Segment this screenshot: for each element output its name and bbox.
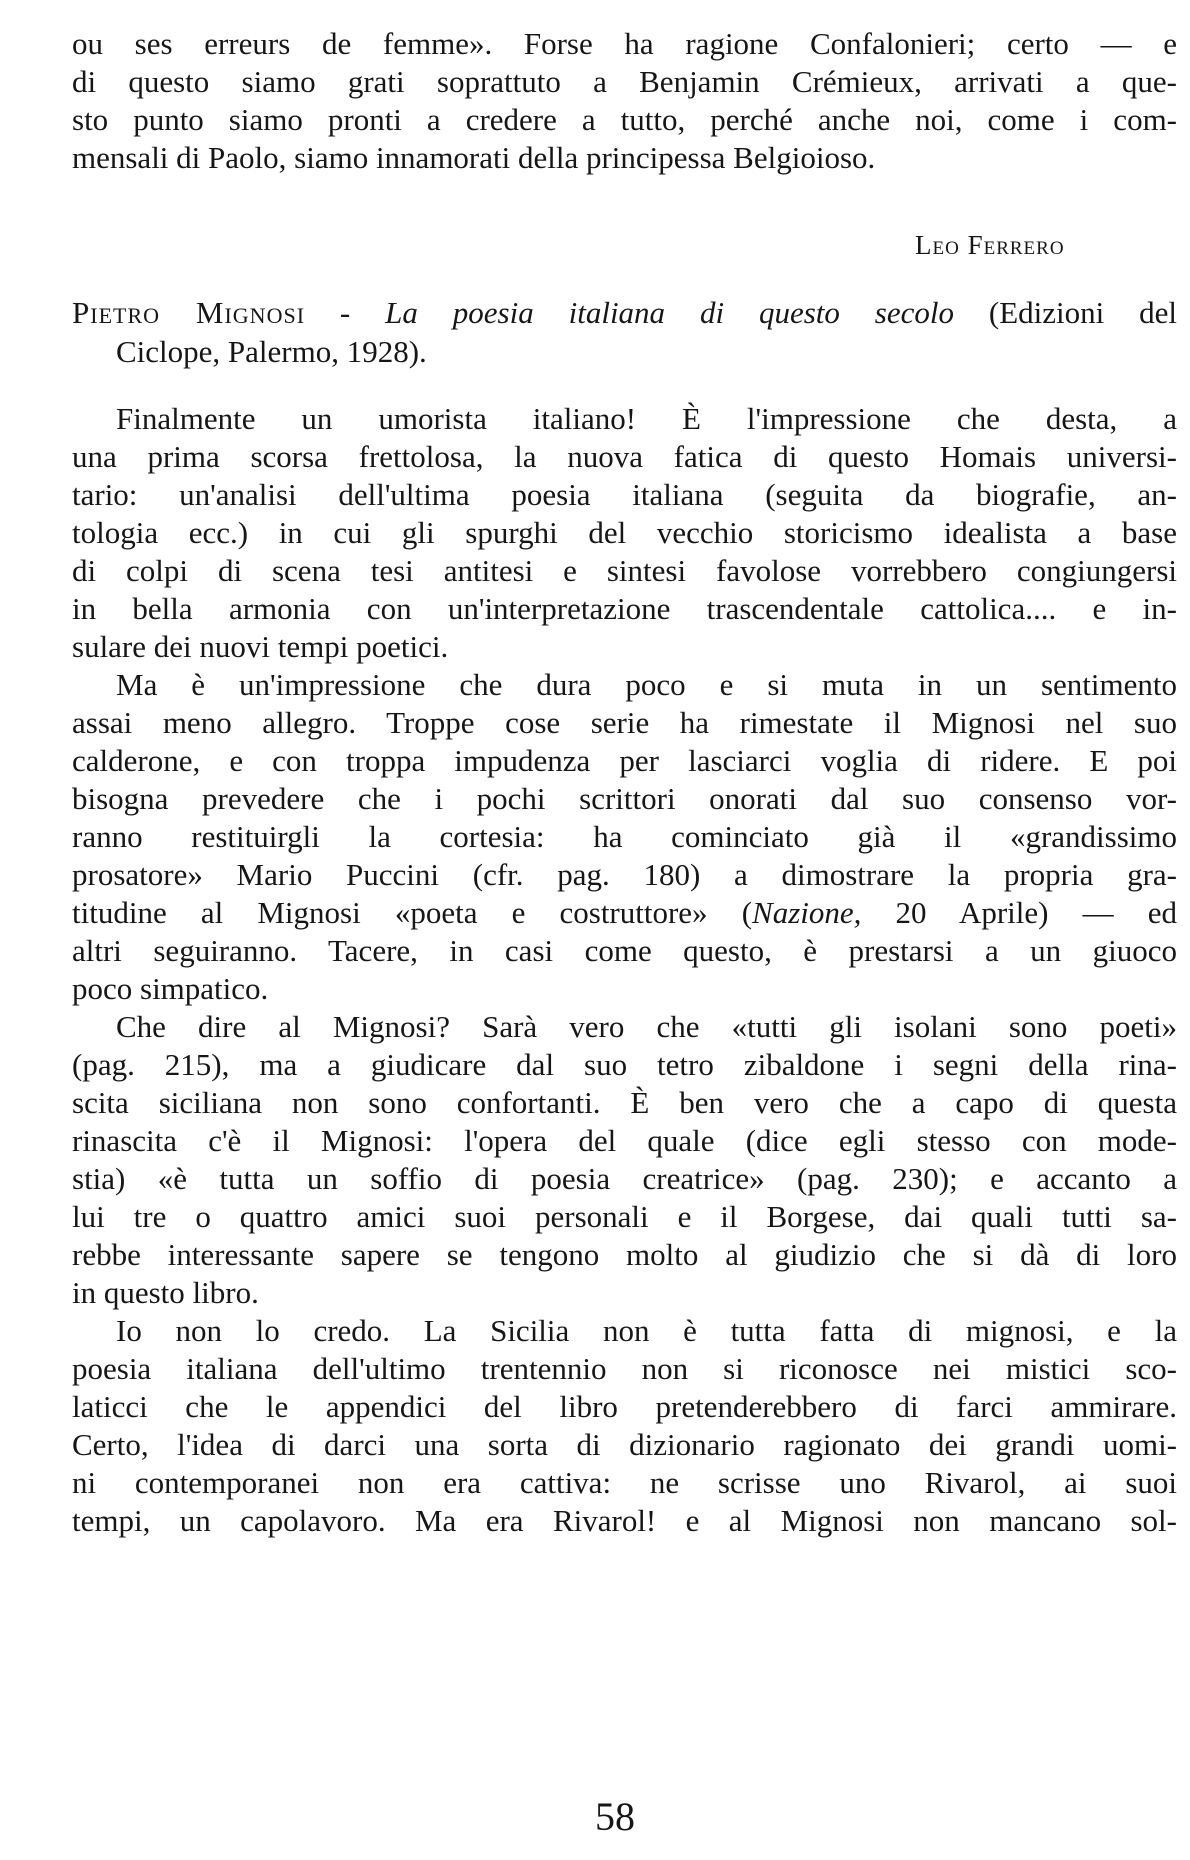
paragraph-line: ni contemporanei non era cattiva: ne scrisse uno Rivarol, ai suoi xyxy=(72,1465,1177,1500)
review-title: La poesia italiana di questo secolo xyxy=(385,295,954,330)
paragraph-line: bisogna prevedere che i pochi scrittori onorati dal suo consenso vor- xyxy=(72,781,1177,816)
paragraph-line: Finalmente un umorista italiano! È l'impressione che desta, a xyxy=(116,401,1177,436)
review-separator: - xyxy=(305,295,386,330)
citation-italic: Nazione, xyxy=(752,895,862,930)
paragraph-line: laticci che le appendici del libro pretenderebbero di farci ammirare. xyxy=(72,1389,1177,1424)
paragraph-line: Io non lo credo. La Sicilia non è tutta fatta di mignosi, e la xyxy=(116,1313,1177,1348)
paragraph-line: tario: un'analisi dell'ultima poesia italiana (seguita da biografie, an- xyxy=(72,477,1177,512)
paragraph-line: Che dire al Mignosi? Sarà vero che «tutti gli isolani sono poeti» xyxy=(116,1009,1177,1044)
text-span: titudine al Mignosi «poeta e costruttore» ( xyxy=(72,895,753,930)
paragraph-line: poco simpatico. xyxy=(72,971,269,1006)
paragraph-line: di colpi di scena tesi antitesi e sintesi favolose vorrebbero congiungersi xyxy=(72,553,1177,588)
page-number: 58 xyxy=(595,1794,635,1839)
intro-line: mensali di Paolo, siamo innamorati della principessa Belgioioso. xyxy=(72,140,876,175)
paragraph-line: prosatore» Mario Puccini (cfr. pag. 180) a dimostrare la propria gra- xyxy=(72,857,1177,892)
signature: Leo Ferrero xyxy=(915,230,1065,260)
paragraph-line: Certo, l'idea di darci una sorta di dizionario ragionato dei grandi uomi- xyxy=(72,1427,1177,1462)
paragraph-line: rebbe interessante sapere se tengono molto al giudizio che si dà di loro xyxy=(72,1237,1177,1272)
paragraph-line: in questo libro. xyxy=(72,1275,259,1310)
paragraph-line: tologia ecc.) in cui gli spurghi del vecchio storicismo idealista a base xyxy=(72,515,1177,550)
intro-line: ou ses erreurs de femme». Forse ha ragione Confalonieri; certo — e xyxy=(72,26,1177,61)
paragraph-line: scita siciliana non sono confortanti. È ben vero che a capo di questa xyxy=(72,1085,1177,1120)
paragraph-line: in bella armonia con un'interpretazione trascendentale cattolica.... e in- xyxy=(72,591,1177,626)
review-publisher-line2: Ciclope, Palermo, 1928). xyxy=(116,334,427,369)
text-span: 20 Aprile) — ed xyxy=(861,895,1177,930)
paragraph-line: Ma è un'impressione che dura poco e si muta in un sentimento xyxy=(116,667,1177,702)
paragraph-line: poesia italiana dell'ultimo trentennio non si riconosce nei mistici sco- xyxy=(72,1351,1177,1386)
review-heading xyxy=(72,291,1177,335)
paragraph-line: ranno restituirgli la cortesia: ha cominciato già il «grandissimo xyxy=(72,819,1177,854)
paragraph-line: stia) «è tutta un soffio di poesia creatrice» (pag. 230); e accanto a xyxy=(72,1161,1177,1196)
review-publisher: (Edizioni del xyxy=(953,295,1178,330)
intro-line: sto punto siamo pronti a credere a tutto, perché anche noi, come i com- xyxy=(72,102,1177,137)
paragraph-line: tempi, un capolavoro. Ma era Rivarol! e al Mignosi non mancano sol- xyxy=(72,1503,1177,1538)
paragraph-line: sulare dei nuovi tempi poetici. xyxy=(72,629,449,664)
paragraph-line: rinascita c'è il Mignosi: l'opera del quale (dice egli stesso con mode- xyxy=(72,1123,1177,1158)
paragraph-line: calderone, e con troppa impudenza per lasciarci voglia di ridere. E poi xyxy=(72,743,1177,778)
review-author: Pietro Mignosi xyxy=(72,295,306,330)
intro-line: di questo siamo grati soprattuto a Benjamin Crémieux, arrivati a que- xyxy=(72,64,1177,99)
paragraph-line: lui tre o quattro amici suoi personali e il Borgese, dai quali tutti sa- xyxy=(72,1199,1177,1234)
paragraph-line: altri seguiranno. Tacere, in casi come questo, è prestarsi a un giuoco xyxy=(72,933,1177,968)
paragraph-line: una prima scorsa frettolosa, la nuova fatica di questo Homais universi- xyxy=(72,439,1177,474)
paragraph-line: (pag. 215), ma a giudicare dal suo tetro zibaldone i segni della rina- xyxy=(72,1047,1177,1082)
paragraph-line: assai meno allegro. Troppe cose serie ha rimestate il Mignosi nel suo xyxy=(72,705,1177,740)
